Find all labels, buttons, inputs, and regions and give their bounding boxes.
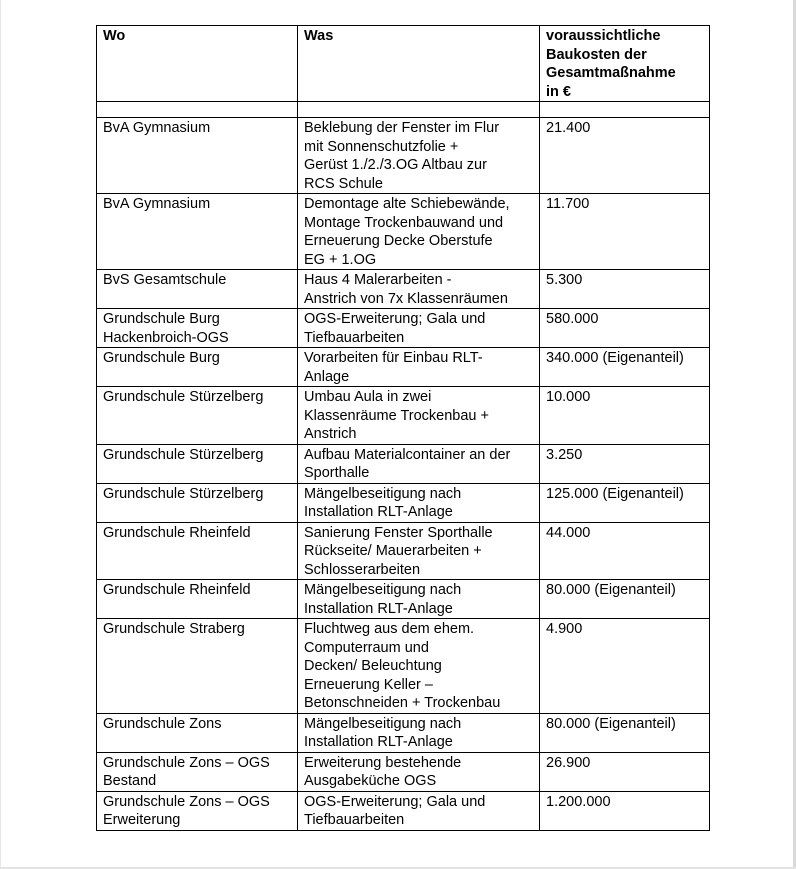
header-kosten: voraussichtliche Baukosten der Gesamtmaßnahme in € <box>540 26 710 102</box>
table-row <box>97 483 710 522</box>
table-header-row <box>97 26 710 102</box>
table-row <box>97 309 710 348</box>
cell-was: Erweiterung bestehende Ausgabeküche OGS <box>298 752 540 791</box>
cell-kosten: 580.000 <box>540 309 710 348</box>
cell-wo: BvS Gesamtschule <box>97 270 298 309</box>
table-row <box>97 118 710 194</box>
cell-was: OGS-Erweiterung; Gala und Tiefbauarbeiten <box>298 791 540 830</box>
cell-was: Beklebung der Fenster im Flur mit Sonnenschutzfolie + Gerüst 1./2./3.OG Altbau zur RCS Schule <box>298 118 540 194</box>
cell-kosten: 3.250 <box>540 444 710 483</box>
cell-was: Umbau Aula in zwei Klassenräume Trockenbau + Anstrich <box>298 387 540 445</box>
cell-kosten: 80.000 (Eigenanteil) <box>540 580 710 619</box>
header-wo: Wo <box>97 26 298 102</box>
page-edge <box>0 0 1 869</box>
cell-kosten: 44.000 <box>540 522 710 580</box>
cell-kosten: 11.700 <box>540 194 710 270</box>
cell-was: OGS-Erweiterung; Gala und Tiefbauarbeiten <box>298 309 540 348</box>
table-row <box>97 619 710 714</box>
cell-was: Mängelbeseitigung nach Installation RLT-Anlage <box>298 580 540 619</box>
empty-cell <box>298 102 540 118</box>
cell-wo: Grundschule Rheinfeld <box>97 522 298 580</box>
cell-wo: BvA Gymnasium <box>97 118 298 194</box>
cell-wo: BvA Gymnasium <box>97 194 298 270</box>
table-row <box>97 444 710 483</box>
table-row <box>97 348 710 387</box>
cell-wo: Grundschule Stürzelberg <box>97 387 298 445</box>
cell-was: Demontage alte Schiebewände, Montage Trockenbauwand und Erneuerung Decke Oberstufe EG + 1.OG <box>298 194 540 270</box>
cell-was: Haus 4 Malerarbeiten - Anstrich von 7x Klassenräumen <box>298 270 540 309</box>
cell-kosten: 340.000 (Eigenanteil) <box>540 348 710 387</box>
construction-costs-table <box>96 25 710 831</box>
cell-was: Sanierung Fenster Sporthalle Rückseite/ Mauerarbeiten + Schlosserarbeiten <box>298 522 540 580</box>
table-row <box>97 194 710 270</box>
cell-was: Vorarbeiten für Einbau RLT- Anlage <box>298 348 540 387</box>
table-row <box>97 752 710 791</box>
cell-kosten: 10.000 <box>540 387 710 445</box>
header-was: Was <box>298 26 540 102</box>
cell-wo: Grundschule Straberg <box>97 619 298 714</box>
table-row <box>97 270 710 309</box>
cell-kosten: 21.400 <box>540 118 710 194</box>
table-row <box>97 522 710 580</box>
table-row <box>97 791 710 830</box>
table-row <box>97 387 710 445</box>
cell-wo: Grundschule Zons – OGS Erweiterung <box>97 791 298 830</box>
cell-was: Aufbau Materialcontainer an der Sporthalle <box>298 444 540 483</box>
cell-kosten: 4.900 <box>540 619 710 714</box>
table-row <box>97 713 710 752</box>
cell-wo: Grundschule Stürzelberg <box>97 483 298 522</box>
cell-kosten: 26.900 <box>540 752 710 791</box>
cell-kosten: 125.000 (Eigenanteil) <box>540 483 710 522</box>
cell-was: Mängelbeseitigung nach Installation RLT-Anlage <box>298 483 540 522</box>
empty-cell <box>540 102 710 118</box>
cell-kosten: 80.000 (Eigenanteil) <box>540 713 710 752</box>
cell-was: Mängelbeseitigung nach Installation RLT-Anlage <box>298 713 540 752</box>
empty-row <box>97 102 710 118</box>
cell-wo: Grundschule Stürzelberg <box>97 444 298 483</box>
cell-wo: Grundschule Burg <box>97 348 298 387</box>
cell-wo: Grundschule Zons – OGS Bestand <box>97 752 298 791</box>
empty-cell <box>97 102 298 118</box>
cell-was: Fluchtweg aus dem ehem. Computerraum und Decken/ Beleuchtung Erneuerung Keller – Betonschneiden + Trockenbau <box>298 619 540 714</box>
table-row <box>97 580 710 619</box>
cell-wo: Grundschule Rheinfeld <box>97 580 298 619</box>
cell-kosten: 5.300 <box>540 270 710 309</box>
cell-kosten: 1.200.000 <box>540 791 710 830</box>
cell-wo: Grundschule Zons <box>97 713 298 752</box>
cell-wo: Grundschule Burg Hackenbroich-OGS <box>97 309 298 348</box>
